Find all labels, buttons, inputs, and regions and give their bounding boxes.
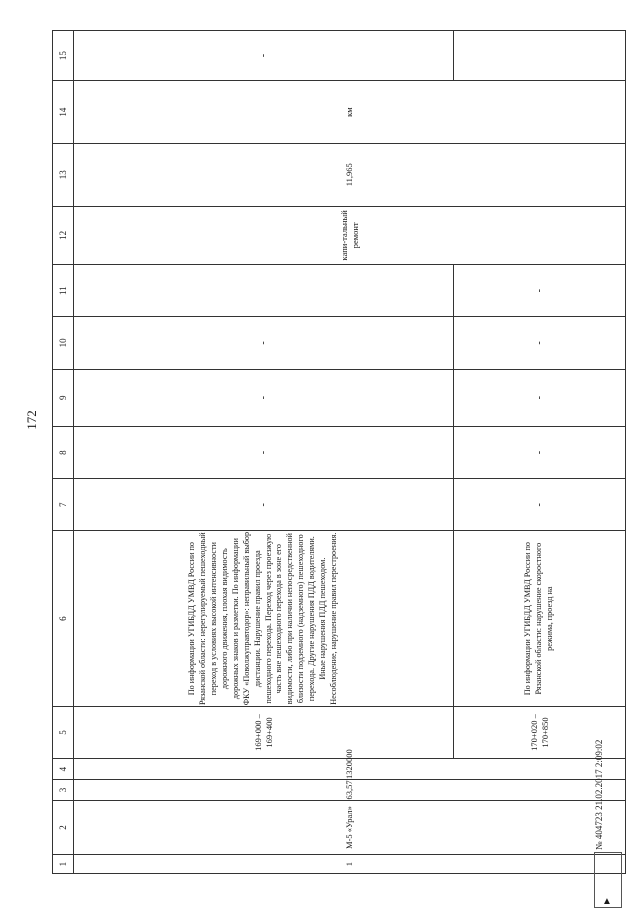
- data-table: [52, 30, 626, 874]
- accident-causes: По информации УГИБДД УМВД России по Рязанской области: нерегулируемый пешеходный переход в условиях высокой интенсивности дорожного движения, плохая видимость дорожных знаков и разметки. По информации ФКУ «Поволжуправтодор»: неправильный выбор дистанции. Нарушение правил проезда пешеходного перехода. Переход через проезжую часть вне пешеходного перехода в зоне его видимости, либо при наличии непосредственной близости подземного (надземного) пешеходного перехода. Другие нарушения ПДД водителями. Иные нарушения ПДД пешеходом. Несоблюдение, нарушение правил перестроения.: [74, 531, 454, 706]
- cell-dash: -: [454, 317, 626, 369]
- col-header: 5: [53, 706, 74, 758]
- cell-dash: -: [74, 317, 454, 369]
- document-footer: № 404723 21.02.2017 2:09:02: [594, 739, 604, 850]
- col-header: 3: [53, 780, 74, 801]
- seal-icon: ▲: [602, 896, 612, 907]
- col-header: 12: [53, 206, 74, 264]
- cell-empty: [74, 265, 454, 317]
- col-header: 7: [53, 479, 74, 531]
- col-header: 8: [53, 426, 74, 478]
- traffic-value: 1320000: [74, 759, 626, 780]
- col-header: 13: [53, 143, 74, 206]
- col-header: 2: [53, 800, 74, 854]
- cell-dash: -: [74, 426, 454, 478]
- cell-dash: -: [74, 479, 454, 531]
- seal-stamp: [594, 852, 622, 908]
- road-value: 63,57: [74, 780, 626, 801]
- cell-dash: -: [454, 426, 626, 478]
- page-number: 172: [24, 410, 39, 430]
- cell-dash: -: [454, 479, 626, 531]
- cell-dash: -: [454, 265, 626, 317]
- col-header: 10: [53, 317, 74, 369]
- cell-dash: -: [74, 31, 454, 81]
- table-row: [74, 31, 454, 874]
- road-name: М-5 «Урал»: [74, 800, 626, 854]
- work-length: 11,965: [74, 143, 626, 206]
- col-header: 14: [53, 81, 74, 144]
- col-header: 4: [53, 759, 74, 780]
- row-number: 1: [74, 855, 626, 874]
- km-range: 169+000 – 169+400: [74, 706, 454, 758]
- col-header: 15: [53, 31, 74, 81]
- rotated-table-sheet: [52, 30, 626, 874]
- km-range: 170+020 – 170+850: [454, 706, 626, 758]
- cell-empty: [454, 31, 626, 81]
- col-header: 6: [53, 531, 74, 706]
- col-header: 9: [53, 369, 74, 426]
- header-row: [53, 31, 74, 874]
- unit: км: [74, 81, 626, 144]
- col-header: 11: [53, 265, 74, 317]
- accident-causes: По информации УГИБДД УМВД России по Рязанской области: нарушение скоростного режима, проезд на: [454, 531, 626, 706]
- work-type: капи-тальный ремонт: [74, 206, 626, 264]
- col-header: 1: [53, 855, 74, 874]
- cell-dash: -: [454, 369, 626, 426]
- cell-dash: -: [74, 369, 454, 426]
